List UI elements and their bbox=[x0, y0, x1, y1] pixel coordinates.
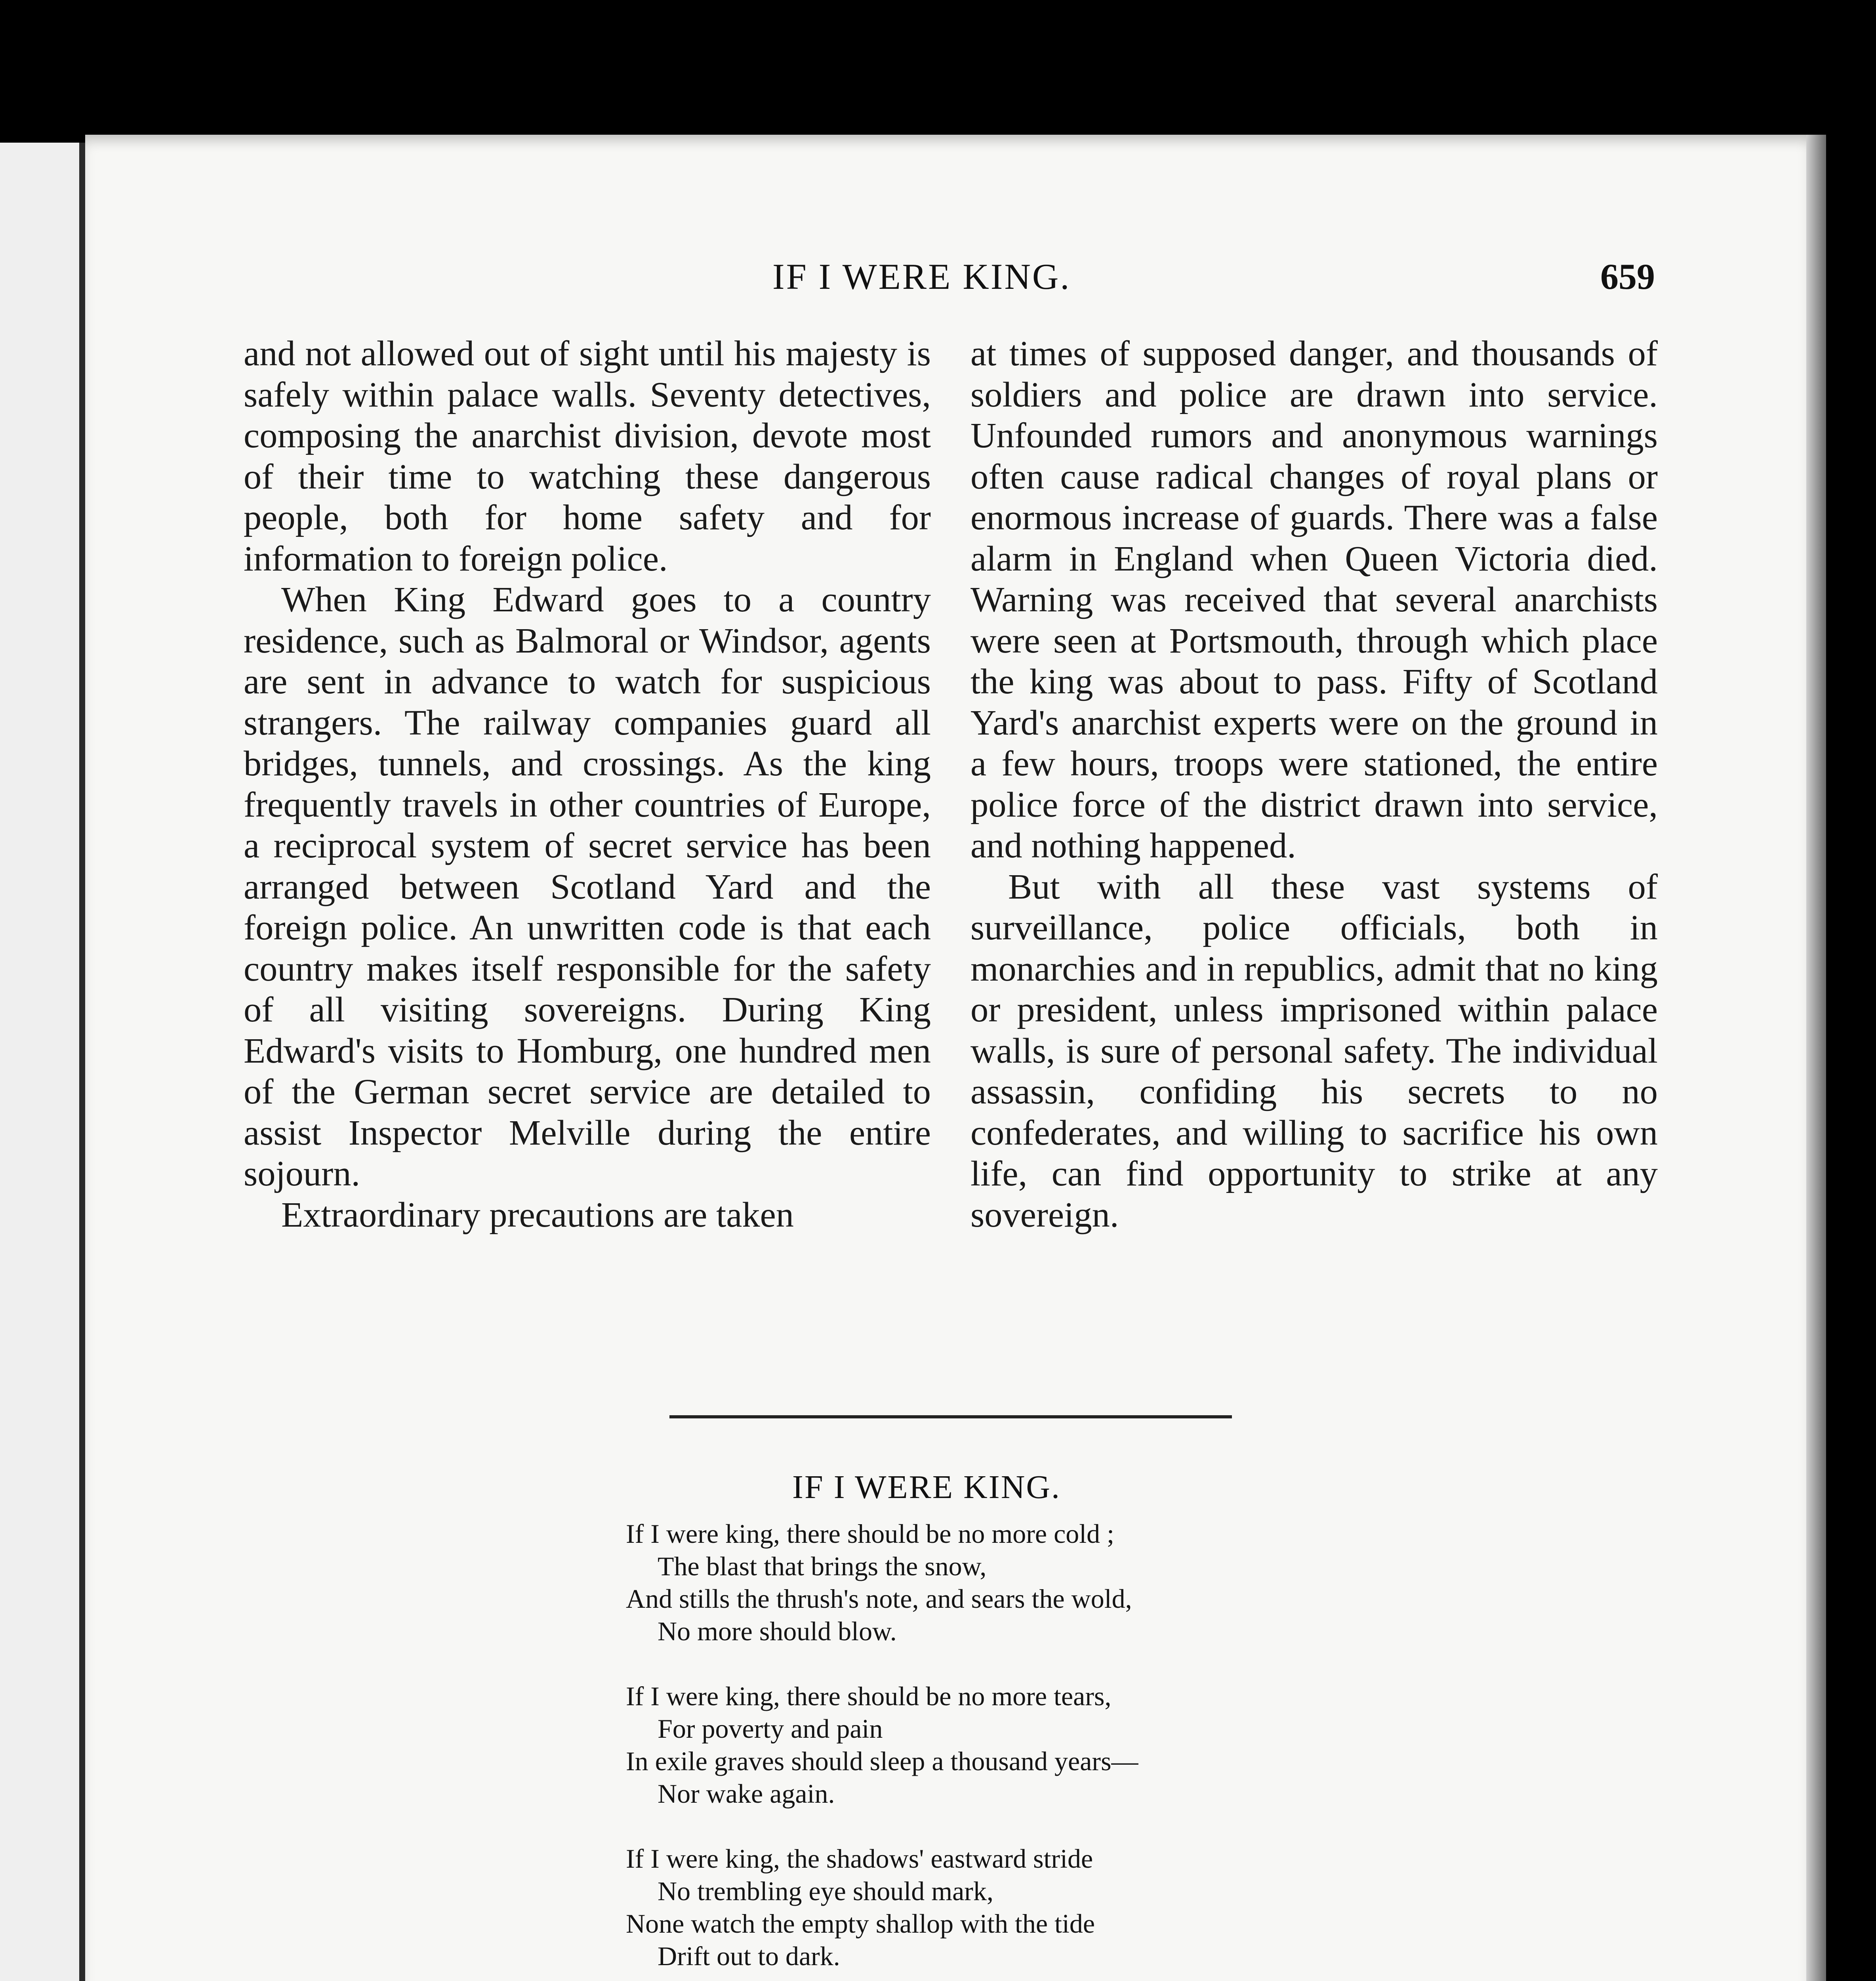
poem-line: No more should blow. bbox=[658, 1616, 897, 1646]
poem-stanza bbox=[626, 1842, 1339, 1972]
paragraph: at times of supposed danger, and thousands of soldiers and police are drawn into service. Unfounded rumors and anonymous warnings often cause radical changes of royal plans or enormous increase of guards. There was a false alarm in England when Queen Victoria died. Warning was received that several anarchists were seen at Portsmouth, through which place the king was about to pass. Fifty of Scotland Yard's anarchist experts were on the ground in a few hours, troops were stationed, the entire police force of the district drawn into service, and nothing happened. bbox=[970, 333, 1658, 865]
poem-title: IF I WERE KING. bbox=[792, 1469, 1061, 1506]
paragraph: Extraordinary precautions are taken bbox=[281, 1194, 794, 1235]
poem-line: And stills the thrush's note, and sears the wold, bbox=[626, 1584, 1132, 1614]
poem-line: None watch the empty shallop with the tide bbox=[626, 1908, 1095, 1939]
poem-line: If I were king, there should be no more tears, bbox=[626, 1681, 1111, 1711]
poem-line: No trembling eye should mark, bbox=[658, 1876, 993, 1906]
paragraph: When King Edward goes to a country residence, such as Balmoral or Windsor, agents are sent in advance to watch for suspicious strangers. The railway companies guard all bridges, tunnels, and crossings. As the king frequently travels in other countries of Europe, a reciprocal system of secret service has been arranged between Scotland Yard and the foreign police. An unwritten code is that each country makes itself responsible for the safety of all visiting sovereigns. During King Edward's visits to Homburg, one hundred men of the German secret service are detailed to assist Inspector Melville during the entire sojourn. bbox=[244, 579, 931, 1193]
article-column-right bbox=[970, 333, 1658, 1235]
page-number: 659 bbox=[1600, 256, 1655, 297]
poem-line: In exile graves should sleep a thousand years— bbox=[626, 1746, 1138, 1776]
running-head: IF I WERE KING. bbox=[772, 256, 1071, 297]
section-divider bbox=[669, 1415, 1232, 1418]
paragraph: and not allowed out of sight until his majesty is safely within palace walls. Seventy detectives, composing the anarchist division, devote most of their time to watching these dangerous people, both for home safety and for information to foreign police. bbox=[244, 333, 931, 578]
poem bbox=[626, 1517, 1339, 1981]
poem-line: Drift out to dark. bbox=[658, 1941, 840, 1971]
facing-page-edge bbox=[0, 143, 88, 1981]
poem-line: The blast that brings the snow, bbox=[658, 1551, 987, 1581]
article-column-left bbox=[244, 333, 931, 1235]
page-edge-shadow bbox=[1806, 135, 1826, 1981]
poem-line: If I were king, the shadows' eastward stride bbox=[626, 1844, 1093, 1874]
poem-line: For poverty and pain bbox=[658, 1714, 883, 1744]
paragraph: But with all these vast systems of surveillance, police officials, both in monarchies and in republics, admit that no king or president, unless imprisoned within palace walls, is sure of personal safety. The individual assassin, confiding his secrets to no confederates, and willing to sacrifice his own life, can find opportunity to strike at any sovereign. bbox=[970, 866, 1658, 1235]
poem-stanza bbox=[626, 1680, 1339, 1810]
poem-line: If I were king, there should be no more cold ; bbox=[626, 1519, 1115, 1549]
poem-line: Nor wake again. bbox=[658, 1779, 835, 1809]
poem-stanza bbox=[626, 1517, 1339, 1647]
